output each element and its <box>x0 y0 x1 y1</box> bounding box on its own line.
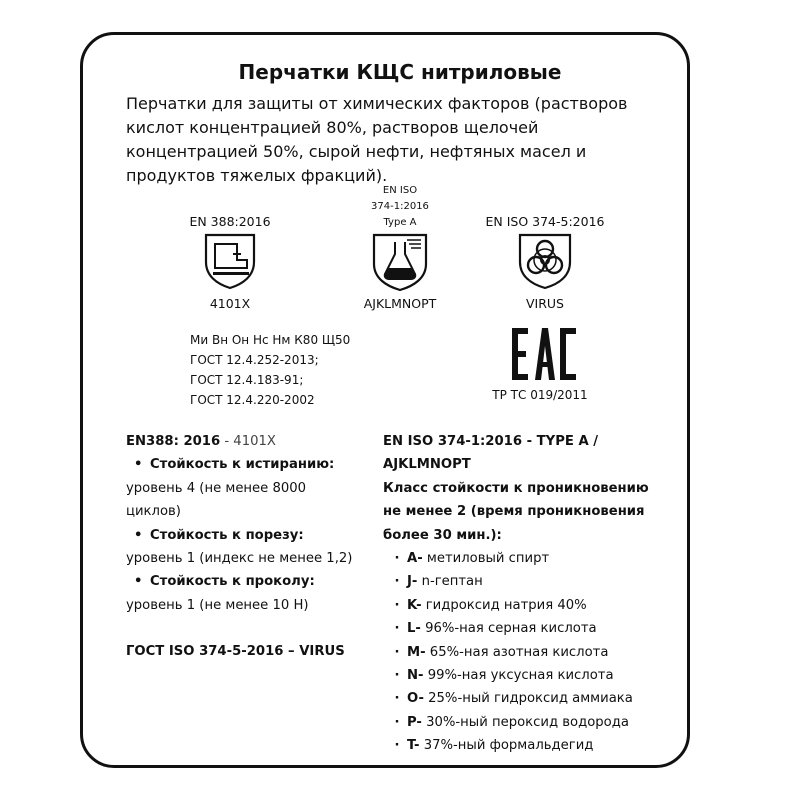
chemical-code: K- <box>407 597 422 613</box>
cut-value: уровень 1 (индекс не менее 1,2) <box>126 551 353 567</box>
chemical-name: 37%-ный формальдегид <box>419 738 594 754</box>
gost-list <box>190 330 350 410</box>
gost-virus-heading: ГОСТ ISO 374-5-2016 – VIRUS <box>126 644 345 660</box>
cut-label: • Стойкость к порезу: <box>126 524 376 547</box>
right-column <box>383 430 673 758</box>
eac-logo-icon <box>512 328 576 380</box>
chemical-flask-shield-icon <box>371 232 429 292</box>
eac-caption: ТР ТС 019/2011 <box>492 388 588 402</box>
left-column <box>126 430 376 664</box>
en374-1-label-line2: 374-1:2016 <box>371 201 429 212</box>
gost-line: Ми Вн Он Нс Нм К80 Щ50 <box>190 333 351 347</box>
en374-1-label-line1: EN ISO <box>382 185 418 196</box>
mechanical-hazard-shield-icon <box>203 232 257 290</box>
chemical-item <box>383 664 673 687</box>
chemical-name: 96%-ная серная кислота <box>420 621 597 637</box>
gost-line: ГОСТ 12.4.252-2013; <box>190 353 319 367</box>
chemical-code: M- <box>407 644 426 660</box>
chemical-name: гидроксид натрия 40% <box>421 597 587 613</box>
chemical-item <box>383 687 673 710</box>
en388-code: 4101X <box>209 296 251 311</box>
chemical-item <box>383 734 673 757</box>
abrasion-label: • Стойкость к истиранию: <box>126 453 376 476</box>
chemical-code: L- <box>407 621 421 637</box>
biohazard-shield-icon <box>517 232 573 290</box>
chemical-list <box>383 547 673 758</box>
chemical-item <box>383 617 673 640</box>
chemical-name: 65%-ная азотная кислота <box>425 644 609 660</box>
gost-line: ГОСТ 12.4.220-2002 <box>190 393 315 407</box>
en374-5-code: VIRUS <box>525 296 564 311</box>
en388-label: EN 388:2016 <box>189 214 271 229</box>
en388-heading: EN388: 2016 - 4101X <box>126 434 276 449</box>
en374-5-label: EN ISO 374-5:2016 <box>485 214 605 229</box>
en374-1-code: AJKLMNOPT <box>363 296 437 311</box>
chemical-name: 99%-ная уксусная кислота <box>423 668 614 684</box>
puncture-value: уровень 1 (не менее 10 Н) <box>126 597 309 613</box>
chemical-item <box>383 547 673 570</box>
gost-line: ГОСТ 12.4.183-91; <box>190 373 304 387</box>
chemical-name: метиловый спирт <box>422 551 550 567</box>
chemical-code: N- <box>407 668 424 684</box>
chemical-code: A- <box>407 551 423 567</box>
puncture-label: • Стойкость к проколу: <box>126 570 376 593</box>
chemical-code: O- <box>407 691 424 707</box>
intro-text: Перчатки для защиты от химических факторов (растворов кислот концентрацией 80%, растворов щелочей концентрацией 50%, сырой нефти, нефтяных масел и продуктов тяжелых фракций). <box>126 94 628 185</box>
chemical-name: 30%-ный пероксид водорода <box>421 714 629 730</box>
chemical-name: n-гептан <box>417 574 483 590</box>
en374-1-label-line3: Type A <box>383 217 417 228</box>
chemical-item <box>383 570 673 593</box>
chemical-item <box>383 711 673 734</box>
en374-heading-2: AJKLMNOPT <box>383 457 471 473</box>
abrasion-value: уровень 4 (не менее 8000 <box>126 480 307 496</box>
abrasion-value-cont: циклов) <box>126 504 181 520</box>
class-text-3: более 30 мин.): <box>383 527 502 543</box>
chemical-item <box>383 594 673 617</box>
page-title: Перчатки КЩС нитриловые <box>238 60 562 84</box>
chemical-code: J- <box>407 574 418 590</box>
class-text-2: не менее 2 (время проникновения <box>383 504 645 520</box>
chemical-name: 25%-ный гидроксид аммиака <box>423 691 633 707</box>
en374-heading-1: EN ISO 374-1:2016 - TYPE A / <box>383 434 599 449</box>
class-text-1: Класс стойкости к проникновению <box>383 480 649 496</box>
chemical-item <box>383 641 673 664</box>
chemical-code: P- <box>407 714 422 730</box>
chemical-code: T- <box>407 738 420 754</box>
